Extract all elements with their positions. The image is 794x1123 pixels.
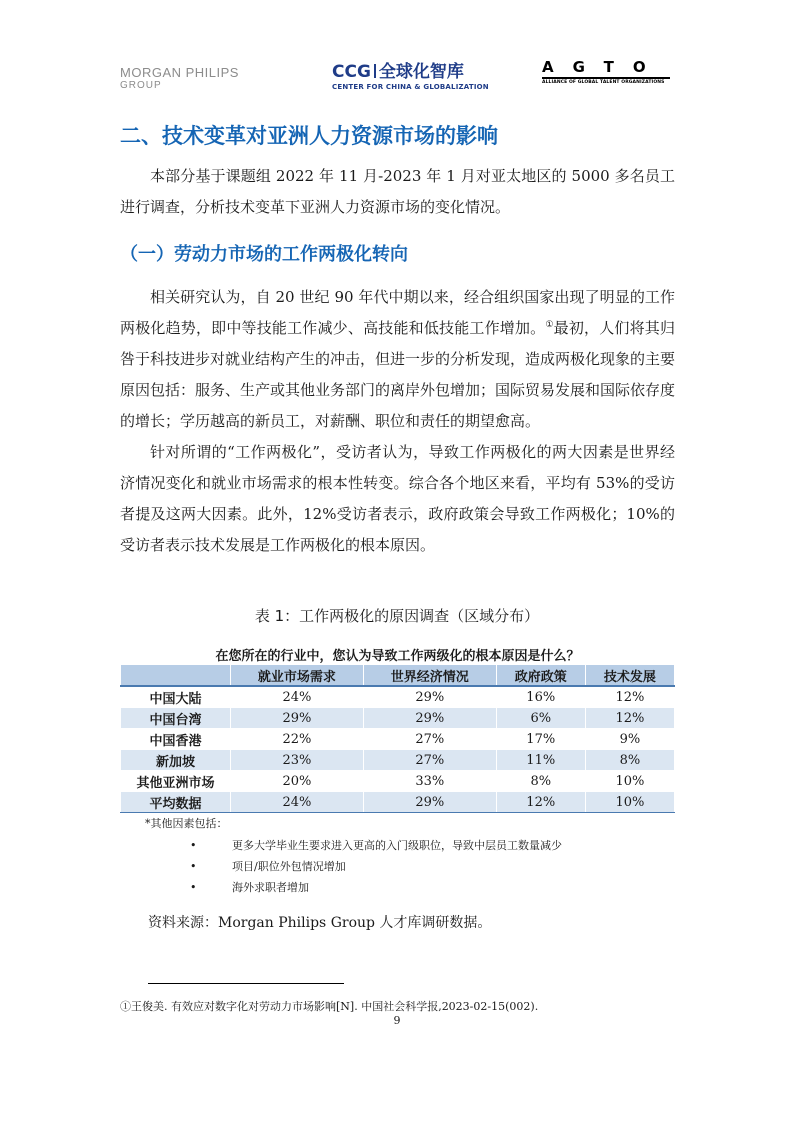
table-cell: 6% bbox=[496, 708, 585, 729]
footnote-divider bbox=[148, 983, 344, 984]
agto-logo-bar bbox=[542, 77, 670, 79]
table-cell: 22% bbox=[231, 729, 364, 750]
table-cell: 10% bbox=[585, 792, 674, 813]
section-title: 二、技术变革对亚洲人力资源市场的影响 bbox=[120, 124, 498, 148]
bullet-icon: • bbox=[190, 860, 197, 873]
ccg-logo-divider bbox=[374, 64, 376, 78]
agto-logo-subtitle: ALLIANCE OF GLOBAL TALENT ORGANIZATIONS bbox=[542, 80, 665, 85]
page-header bbox=[0, 56, 794, 96]
column-header: 技术发展 bbox=[585, 665, 674, 687]
list-item bbox=[190, 835, 562, 856]
ccg-logo bbox=[332, 64, 489, 91]
other-factors-list bbox=[190, 835, 562, 898]
table-cell: 8% bbox=[585, 750, 674, 771]
table-cell: 12% bbox=[585, 686, 674, 708]
table-cell: 12% bbox=[496, 792, 585, 813]
table-cell: 8% bbox=[496, 771, 585, 792]
table-cell: 33% bbox=[363, 771, 496, 792]
table-row bbox=[121, 686, 675, 708]
polarization-causes-table bbox=[120, 664, 675, 813]
other-factors-heading: *其他因素包括： bbox=[145, 817, 228, 830]
agto-logo bbox=[542, 60, 670, 86]
table-header-row bbox=[121, 665, 675, 687]
table-cell: 9% bbox=[585, 729, 674, 750]
bullet-icon: • bbox=[190, 839, 197, 852]
row-header: 新加坡 bbox=[121, 750, 231, 771]
column-header: 世界经济情况 bbox=[363, 665, 496, 687]
table-cell: 20% bbox=[231, 771, 364, 792]
ccg-logo-chinese: 全球化智库 bbox=[378, 62, 464, 82]
ccg-logo-subtitle: CENTER FOR CHINA & GLOBALIZATION bbox=[332, 83, 489, 91]
column-header: 政府政策 bbox=[496, 665, 585, 687]
paragraph-respondent-findings: 针对所谓的“工作两极化”，受访者认为，导致工作两极化的两大因素是世界经济情况变化和就业市场需求的根本性转变。综合各个地区来看，平均有 53%的受访者提及这两大因素。此外，12%受访者表示，政府政策会导致工作两极化；10%的受访者表示技术发展是工作两极化的根本原因。 bbox=[120, 443, 675, 554]
table-cell: 29% bbox=[363, 686, 496, 708]
footnote-reference[interactable]: ① bbox=[545, 320, 554, 330]
subsection-title: （一）劳动力市场的工作两极化转向 bbox=[120, 244, 408, 265]
row-header: 其他亚洲市场 bbox=[121, 771, 231, 792]
table-cell: 12% bbox=[585, 708, 674, 729]
table-corner-cell bbox=[121, 665, 231, 687]
row-header: 中国大陆 bbox=[121, 686, 231, 708]
paragraph-text-after-ref: 最初，人们将其归咎于科技进步对就业结构产生的冲击，但进一步的分析发现，造成两极化现象的主要原因包括：服务、生产或其他业务部门的离岸外包增加；国际贸易发展和国际依存度的增长；学历越高的新员工，对薪酬、职位和责任的期望愈高。 bbox=[120, 319, 676, 430]
table-cell: 24% bbox=[231, 686, 364, 708]
table-cell: 29% bbox=[363, 708, 496, 729]
table-cell: 29% bbox=[231, 708, 364, 729]
table-cell: 29% bbox=[363, 792, 496, 813]
table-row bbox=[121, 792, 675, 813]
morgan-philips-logo bbox=[120, 66, 239, 91]
list-item-text: 更多大学毕业生要求进入更高的入门级职位，导致中层员工数量减少 bbox=[232, 839, 562, 852]
footnote-text: ①王俊美. 有效应对数字化对劳动力市场影响[N]. 中国社会科学报,2023-02-15(002). bbox=[120, 1000, 539, 1013]
intro-paragraph: 本部分基于课题组 2022 年 11 月-2023 年 1 月对亚太地区的 5000 多名员工进行调查，分析技术变革下亚洲人力资源市场的变化情况。 bbox=[120, 167, 675, 216]
table-row bbox=[121, 729, 675, 750]
table-cell: 27% bbox=[363, 729, 496, 750]
table-cell: 17% bbox=[496, 729, 585, 750]
table-row bbox=[121, 771, 675, 792]
paragraph-text-before-ref: 相关研究认为，自 20 世纪 90 年代中期以来，经合组织国家出现了明显的工作两极化趋势，即中等技能工作减少、高技能和低技能工作增加。 bbox=[120, 288, 675, 337]
row-header: 平均数据 bbox=[121, 792, 231, 813]
table-cell: 27% bbox=[363, 750, 496, 771]
page-number: 9 bbox=[393, 1014, 401, 1027]
table-cell: 24% bbox=[231, 792, 364, 813]
table-cell: 10% bbox=[585, 771, 674, 792]
table-cell: 11% bbox=[496, 750, 585, 771]
table-cell: 23% bbox=[231, 750, 364, 771]
table-row bbox=[121, 750, 675, 771]
morgan-philips-logo-line2: GROUP bbox=[120, 80, 162, 91]
row-header: 中国台湾 bbox=[121, 708, 231, 729]
column-header: 就业市场需求 bbox=[231, 665, 364, 687]
list-item-text: 项目/职位外包情况增加 bbox=[232, 860, 346, 873]
row-header: 中国香港 bbox=[121, 729, 231, 750]
agto-logo-letters: AGTO bbox=[542, 58, 665, 76]
table-question: 在您所在的行业中，您认为导致工作两级化的根本原因是什么？ bbox=[215, 649, 580, 664]
paragraph-polarization-research bbox=[120, 282, 675, 437]
morgan-philips-logo-line1: MORGAN PHILIPS bbox=[120, 65, 239, 80]
list-item-text: 海外求职者增加 bbox=[232, 881, 309, 894]
list-item bbox=[190, 856, 562, 877]
table-row bbox=[121, 708, 675, 729]
bullet-icon: • bbox=[190, 881, 197, 894]
data-source-note: 资料来源：Morgan Philips Group 人才库调研数据。 bbox=[148, 915, 492, 931]
table-cell: 16% bbox=[496, 686, 585, 708]
table-caption: 表 1：工作两极化的原因调查（区域分布） bbox=[254, 607, 540, 625]
list-item bbox=[190, 877, 562, 898]
ccg-logo-abbrev: CCG bbox=[332, 62, 371, 82]
